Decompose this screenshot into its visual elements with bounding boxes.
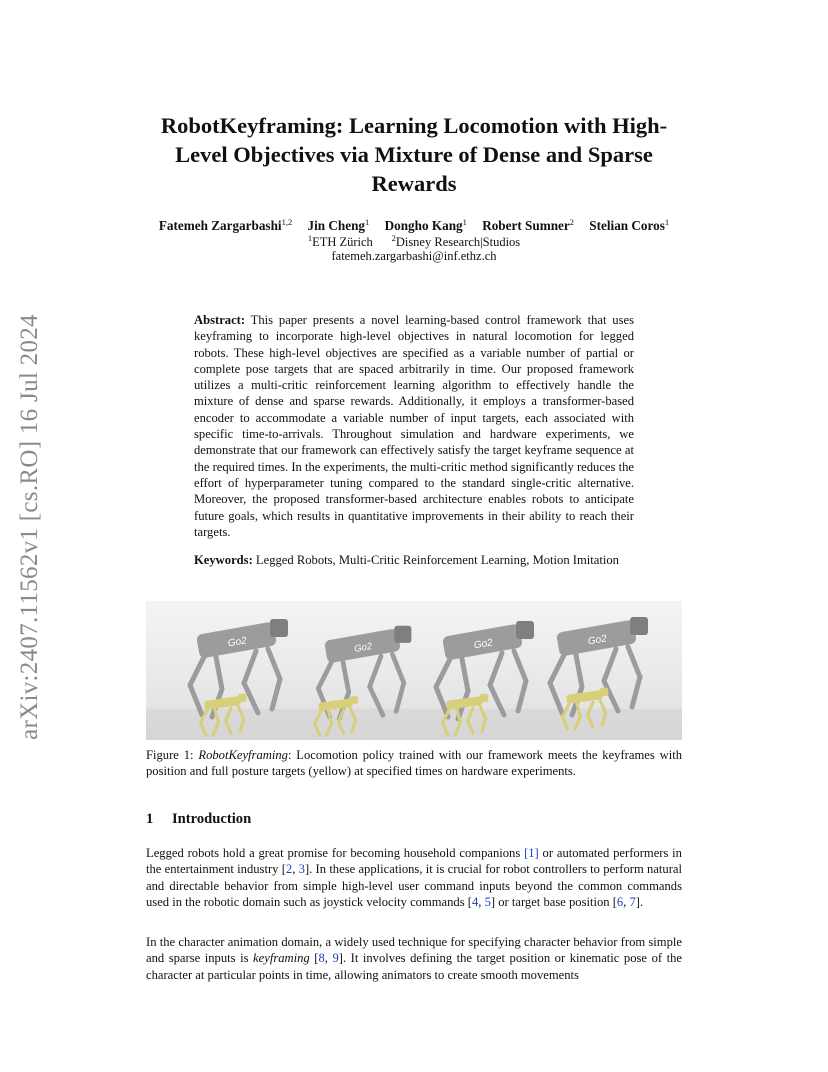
author: Stelian Coros$^1$	[589, 217, 670, 233]
citation-link[interactable]: 5	[484, 894, 491, 909]
section-number: 1	[146, 811, 154, 827]
section-title: Introduction	[172, 811, 252, 827]
abstract-label: Abstract:	[194, 313, 246, 327]
abstract-text: This paper presents a novel learning-based control framework that uses keyframing to incorporate high-level objectives in natural locomotion for legged robots. These high-level objectives are specified as a variable number of partial or complete pose targets that are spaced arbitrarily in time. Our proposed framework utilizes a multi-critic reinforcement learning algorithm to effectively handle the mixture of dense and sparse rewards. Additionally, it employs a transformer-based encoder to accommodate a variable number of input targets, each associated with specific time-to-arrivals. Throughout simulation and hardware experiments, we demonstrate that our framework can effectively satisfy the target keyframe sequence at the required times. In the experiments, the multi-critic method significantly reduces the effort of hyperparameter tuning compared to the standard single-critic alternative. Moreover, the proposed transformer-based architecture enables robots to anticipate future goals, which results in quantitative improvements in their ability to reach their targets.	[194, 313, 634, 539]
citation-link[interactable]: 8	[318, 951, 325, 966]
citation-link[interactable]: 6	[616, 894, 624, 909]
citation-link[interactable]: 7	[629, 894, 636, 909]
keyframe-target-head	[480, 694, 488, 702]
author-list	[120, 217, 708, 234]
paragraph-text: ]. It involves defining the target position or kinematic pose of the character at particular points in time, allowing animators to create smooth movements	[146, 951, 682, 982]
arxiv-identifier: arXiv:2407.11562v1 [cs.RO] 16 Jul 2024	[16, 314, 43, 740]
paragraph-text: In the character animation domain, a widely used technique for specifying character behavior from simple and sparse inputs is	[146, 935, 682, 966]
figure-robot-keyframes	[146, 601, 682, 740]
paragraph-text: [	[309, 951, 319, 966]
robot-head	[630, 617, 648, 635]
keyframe-target-head	[238, 694, 246, 702]
robot-badge: Go2	[473, 637, 494, 652]
keywords	[194, 552, 634, 568]
robot-badge: Go2	[587, 633, 608, 648]
keywords-text: Legged Robots, Multi-Critic Reinforcement Learning, Motion Imitation	[255, 553, 619, 567]
keyframe-target-head	[350, 696, 358, 704]
robot-badge: Go2	[353, 640, 374, 655]
emphasis-text: keyframing	[253, 951, 310, 966]
figure-caption: Figure 1: RobotKeyframing: Locomotion policy trained with our framework meets the keyframes with position and full posture targets (yellow) at specified times on hardware experiments.	[146, 748, 682, 779]
robot-head	[270, 619, 288, 637]
citation-link[interactable]: 4	[471, 894, 479, 909]
affiliation: $^2$Disney Research|Studios	[391, 233, 521, 249]
keywords-label: Keywords:	[194, 553, 253, 567]
paragraph-text: ,	[623, 894, 630, 909]
robot-head	[516, 621, 534, 639]
paragraph-text: or automated performers in the entertainment industry [	[146, 846, 682, 877]
arxiv-sidebar	[8, 296, 52, 758]
citation-link[interactable]: 9	[332, 951, 339, 966]
paragraph-text: ] or target base position [	[490, 894, 617, 909]
robot-head	[394, 626, 411, 643]
author: Fatemeh Zargarbashi$^{1,2}$	[158, 217, 293, 233]
citation-link[interactable]: [1]	[524, 846, 539, 860]
intro-paragraph-1	[146, 845, 682, 910]
affiliations	[120, 233, 708, 250]
paragraph-text: ,	[324, 951, 333, 966]
intro-paragraph-2	[146, 934, 682, 983]
section-heading	[146, 811, 682, 828]
keyframe-target-body	[566, 690, 603, 704]
author: Dongho Kang$^1$	[384, 217, 467, 233]
paragraph-text: ,	[478, 894, 485, 909]
paragraph-text: ,	[292, 862, 299, 877]
abstract	[194, 312, 634, 540]
paper-title: RobotKeyframing: Learning Locomotion with High-Level Objectives via Mixture of Dense and Sparse Rewards	[160, 113, 668, 196]
author-email[interactable]: fatemeh.zargarbashi@inf.ethz.ch	[331, 249, 497, 263]
affiliation: $^1$ETH Zürich	[307, 233, 373, 249]
citation-link[interactable]: 3	[298, 862, 305, 877]
paragraph-text: ]. In these applications, it is crucial for robot controllers to perform natural and directable behavior from simple high-level user command inputs beyond the common commands used in the robotic domain such as joystick velocity commands [	[146, 862, 683, 909]
author: Robert Sumner$^2$	[482, 217, 574, 233]
robot-badge: Go2	[227, 635, 248, 650]
citation-link[interactable]: 2	[285, 862, 293, 877]
paragraph-text: ].	[635, 894, 644, 909]
keyframe-target-head	[600, 688, 608, 696]
author: Jin Cheng$^1$	[307, 217, 370, 233]
keyframe-target-body	[204, 696, 241, 710]
figure-illustration	[146, 601, 682, 740]
paragraph-text: Legged robots hold a great promise for becoming household companions	[146, 846, 525, 860]
